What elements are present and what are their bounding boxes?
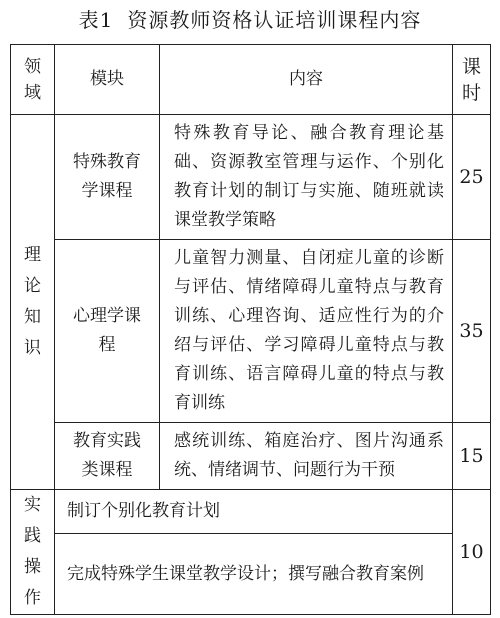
curriculum-table — [10, 44, 491, 615]
domain-theory: 理论知识 — [11, 115, 55, 490]
module-cell: 特殊教育学课程 — [55, 115, 160, 240]
content-cell: 特殊教育导论、融合教育理论基础、资源教室管理与运作、个别化教育计划的制订与实施、随班就读课堂教学策略 — [160, 115, 453, 240]
header-hours: 课时 — [453, 45, 491, 115]
table-row — [11, 240, 491, 423]
header-row — [11, 45, 491, 115]
table-row — [11, 115, 491, 240]
module-cell: 教育实践类课程 — [55, 423, 160, 490]
practice-item: 完成特殊学生课堂教学设计；撰写融合教育案例 — [55, 534, 453, 615]
practice-item: 制订个别化教育计划 — [55, 490, 453, 534]
content-cell: 儿童智力测量、自闭症儿童的诊断与评估、情绪障碍儿童特点与教育训练、心理咨询、适应性行为的介绍与评估、学习障碍儿童特点与教育训练、语言障碍儿童的特点与教育训练 — [160, 240, 453, 423]
hours-cell: 35 — [453, 240, 491, 423]
header-domain: 领域 — [11, 45, 55, 115]
header-module: 模块 — [55, 45, 160, 115]
hours-cell: 10 — [453, 490, 491, 615]
table-caption — [0, 4, 500, 33]
table-row — [11, 423, 491, 490]
table-title: 资源教师资格认证培训课程内容 — [127, 8, 422, 32]
module-cell: 心理学课程 — [55, 240, 160, 423]
content-cell: 感统训练、箱庭治疗、图片沟通系统、情绪调节、问题行为干预 — [160, 423, 453, 490]
hours-cell: 25 — [453, 115, 491, 240]
table-row — [11, 534, 491, 615]
table-row — [11, 490, 491, 534]
domain-practice: 实践操作 — [11, 490, 55, 615]
hours-cell: 15 — [453, 423, 491, 490]
table-number: 表1 — [78, 8, 114, 32]
header-content: 内容 — [160, 45, 453, 115]
